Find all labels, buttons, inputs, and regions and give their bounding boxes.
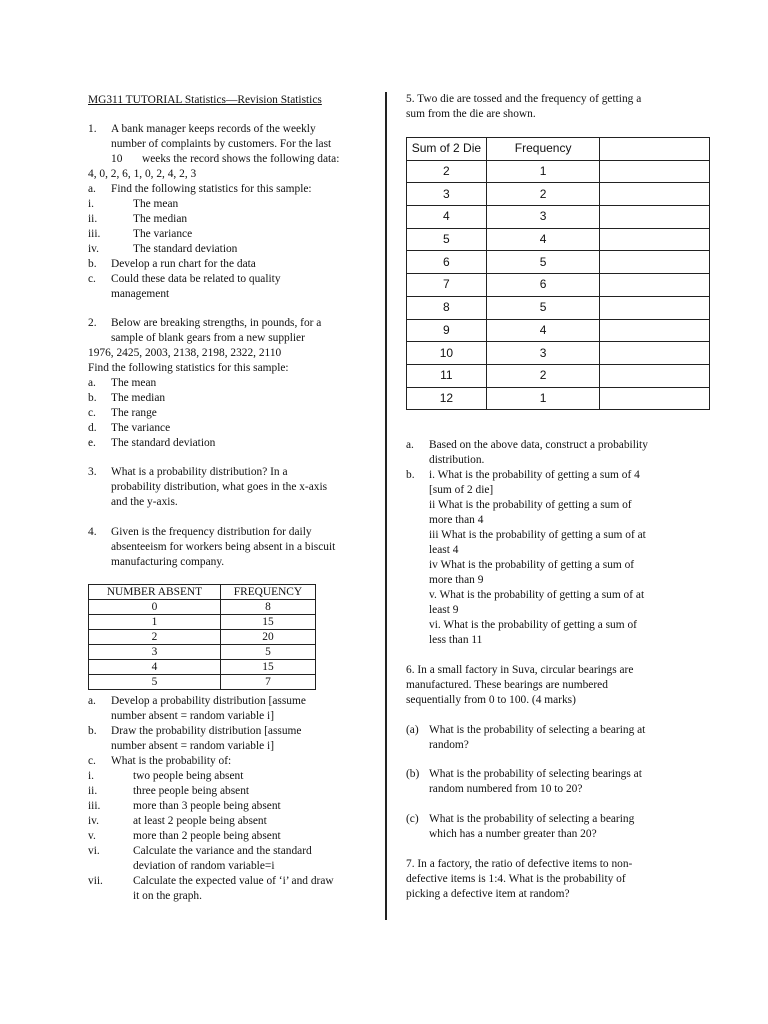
q5a-label: a.: [406, 439, 414, 451]
q4vii-label: vii.: [88, 875, 103, 887]
q1-number: 1.: [88, 123, 97, 135]
q1-text-line: 10: [111, 153, 123, 165]
q5b-line: more than 9: [429, 574, 484, 586]
q1a-label: a.: [88, 183, 96, 195]
q1-sub-label: ii.: [88, 213, 98, 225]
q7-text-line: 7. In a factory, the ratio of defective items to non-: [406, 858, 633, 870]
q3-number: 3.: [88, 466, 97, 478]
q4b-label: b.: [88, 725, 97, 737]
q4a-text: Develop a probability distribution [assume: [111, 695, 306, 707]
table-cell: 3: [89, 645, 221, 660]
table-cell: 4: [486, 319, 600, 342]
table-cell-empty: [600, 319, 710, 342]
q4-sub-label: ii.: [88, 785, 98, 797]
table-cell: 11: [407, 364, 487, 387]
q4-sub-label: iii.: [88, 800, 101, 812]
q7-text-line: picking a defective item at random?: [406, 888, 570, 900]
q5b-line: [sum of 2 die]: [429, 484, 494, 496]
table-cell: 4: [486, 228, 600, 251]
table-cell-empty: [600, 342, 710, 365]
q1c-text: Could these data be related to quality: [111, 273, 281, 285]
table-cell: 4: [407, 206, 487, 229]
table-cell: 2: [407, 160, 487, 183]
q4-sub-label: v.: [88, 830, 96, 842]
q1b-label: b.: [88, 258, 97, 270]
q5b-line: least 9: [429, 604, 459, 616]
q5a-text: Based on the above data, construct a probability: [429, 439, 648, 451]
q4b-text: number absent = random variable i]: [111, 740, 274, 752]
q6-text-line: 6. In a small factory in Suva, circular bearings are: [406, 664, 634, 676]
q6b-label: (b): [406, 768, 420, 780]
table-header: NUMBER ABSENT: [89, 585, 221, 600]
table-cell: 15: [220, 615, 315, 630]
q1-data: 4, 0, 2, 6, 1, 0, 2, 4, 2, 3: [88, 168, 197, 180]
table-cell-empty: [600, 387, 710, 410]
q5a-text: distribution.: [429, 454, 485, 466]
q4vi-label: vi.: [88, 845, 100, 857]
table-header: Sum of 2 Die: [407, 138, 487, 161]
table-cell: 1: [486, 387, 600, 410]
q1-sub-text: The mean: [133, 198, 179, 210]
table-cell: 5: [89, 675, 221, 690]
table-row: [407, 342, 710, 365]
table-cell-empty: [600, 274, 710, 297]
q4vii-text: Calculate the expected value of ‘i’ and draw: [133, 875, 334, 887]
q4-sub-text: two people being absent: [133, 770, 244, 782]
q1-sub-label: iii.: [88, 228, 101, 240]
q6c-label: (c): [406, 813, 419, 825]
q5b-line: iv What is the probability of getting a sum of: [429, 559, 635, 571]
column-divider: [385, 92, 387, 920]
q4b-text: Draw the probability distribution [assume: [111, 725, 302, 737]
q4-sub-label: i.: [88, 770, 95, 782]
table-cell: 5: [486, 296, 600, 319]
q3-text-line: and the y-axis.: [111, 496, 178, 508]
q4-number: 4.: [88, 526, 97, 538]
q4-sub-text: at least 2 people being absent: [133, 815, 267, 827]
table-cell: 12: [407, 387, 487, 410]
q4-text-line: Given is the frequency distribution for daily: [111, 526, 312, 538]
q4vii-text: it on the graph.: [133, 890, 202, 902]
q1-sub-label: i.: [88, 198, 95, 210]
table-cell: 20: [220, 630, 315, 645]
q4vi-text: deviation of random variable=i: [133, 860, 275, 872]
table-row: [407, 183, 710, 206]
table-cell: 8: [220, 600, 315, 615]
table-row: [89, 630, 316, 645]
table-cell: 5: [486, 251, 600, 274]
q1-sub-label: iv.: [88, 243, 99, 255]
table-cell: 3: [407, 183, 487, 206]
table-row: [407, 160, 710, 183]
q6-text-line: manufactured. These bearings are numbered: [406, 679, 608, 691]
page-title: MG311 TUTORIAL Statistics—Revision Statistics: [88, 94, 322, 106]
table-header: Frequency: [486, 138, 600, 161]
q4-text-line: manufacturing company.: [111, 556, 225, 568]
q5b-line: more than 4: [429, 514, 484, 526]
table-cell: 15: [220, 660, 315, 675]
q1c-text: management: [111, 288, 170, 300]
table-row: [89, 600, 316, 615]
table-cell: 5: [407, 228, 487, 251]
table-cell: 4: [89, 660, 221, 675]
table-cell: 7: [407, 274, 487, 297]
q5b-line: vi. What is the probability of getting a sum of: [429, 619, 637, 631]
q4-text-line: absenteeism for workers being absent in a biscuit: [111, 541, 336, 553]
q3-text-line: probability distribution, what goes in the x-axis: [111, 481, 328, 493]
q4-sub-text: three people being absent: [133, 785, 250, 797]
table-row: [89, 615, 316, 630]
q2-item-label: d.: [88, 422, 97, 434]
q5b-line: less than 11: [429, 634, 483, 646]
q4vi-text: Calculate the variance and the standard: [133, 845, 312, 857]
q2-item-text: The mean: [111, 377, 157, 389]
q6-text-line: sequentially from 0 to 100. (4 marks): [406, 694, 576, 706]
q5b-line: ii What is the probability of getting a sum of: [429, 499, 632, 511]
q6c-text: What is the probability of selecting a bearing: [429, 813, 635, 825]
q4-sub-text: more than 2 people being absent: [133, 830, 281, 842]
q4-sub-text: more than 3 people being absent: [133, 800, 281, 812]
table-cell: 9: [407, 319, 487, 342]
q4c-label: c.: [88, 755, 96, 767]
table-row: [407, 251, 710, 274]
table-cell-empty: [600, 160, 710, 183]
q4a-text: number absent = random variable i]: [111, 710, 274, 722]
table-cell: 1: [89, 615, 221, 630]
q6a-text: random?: [429, 739, 469, 751]
dice-sum-table: [406, 137, 710, 410]
table-cell: 1: [486, 160, 600, 183]
q6a-label: (a): [406, 724, 419, 736]
q5b-line: v. What is the probability of getting a sum of at: [429, 589, 645, 601]
table-header: FREQUENCY: [220, 585, 315, 600]
table-header: [600, 138, 710, 161]
table-cell: 8: [407, 296, 487, 319]
table-cell: 2: [486, 364, 600, 387]
q4a-label: a.: [88, 695, 96, 707]
table-cell: 6: [407, 251, 487, 274]
q2-item-text: The median: [111, 392, 166, 404]
table-cell-empty: [600, 183, 710, 206]
q1-sub-text: The median: [133, 213, 188, 225]
q5-text-line: 5. Two die are tossed and the frequency of getting a: [406, 93, 642, 105]
table-cell: 2: [486, 183, 600, 206]
table-row: [407, 228, 710, 251]
table-cell: 3: [486, 342, 600, 365]
table-row: [407, 296, 710, 319]
q1-sub-text: The variance: [133, 228, 193, 240]
q5b-line: i. What is the probability of getting a sum of 4: [429, 469, 640, 481]
q4-sub-label: iv.: [88, 815, 99, 827]
q5b-line: least 4: [429, 544, 459, 556]
q1-text-line: number of complaints by customers. For the last: [111, 138, 332, 150]
q5-text-line: sum from the die are shown.: [406, 108, 536, 120]
table-row: [407, 206, 710, 229]
q1-sub-text: The standard deviation: [133, 243, 238, 255]
q1b-text: Develop a run chart for the data: [111, 258, 256, 270]
table-row: [407, 319, 710, 342]
table-row: [407, 274, 710, 297]
table-cell-empty: [600, 364, 710, 387]
q2-text-line: sample of blank gears from a new supplier: [111, 332, 305, 344]
table-row: [407, 364, 710, 387]
absenteeism-table: [88, 584, 316, 690]
q2-data: 1976, 2425, 2003, 2138, 2198, 2322, 2110: [88, 347, 282, 359]
q6b-text: What is the probability of selecting bearings at: [429, 768, 642, 780]
q2-item-label: c.: [88, 407, 96, 419]
q1a-text: Find the following statistics for this sample:: [111, 183, 312, 195]
table-cell: 3: [486, 206, 600, 229]
q1-text-line: A bank manager keeps records of the weekly: [111, 123, 316, 135]
q6c-text: which has a number greater than 20?: [429, 828, 597, 840]
q2-number: 2.: [88, 317, 97, 329]
table-cell: 6: [486, 274, 600, 297]
table-cell-empty: [600, 251, 710, 274]
q2-find: Find the following statistics for this sample:: [88, 362, 289, 374]
table-cell-empty: [600, 296, 710, 319]
q7-text-line: defective items is 1:4. What is the probability of: [406, 873, 626, 885]
table-row: [407, 387, 710, 410]
q4c-text: What is the probability of:: [111, 755, 232, 767]
table-cell-empty: [600, 206, 710, 229]
table-cell: 5: [220, 645, 315, 660]
q2-item-text: The range: [111, 407, 157, 419]
q2-item-label: e.: [88, 437, 96, 449]
q2-item-text: The variance: [111, 422, 171, 434]
q5b-label: b.: [406, 469, 415, 481]
table-cell: 7: [220, 675, 315, 690]
q3-text-line: What is a probability distribution? In a: [111, 466, 288, 478]
q2-item-text: The standard deviation: [111, 437, 216, 449]
q1c-label: c.: [88, 273, 96, 285]
table-cell-empty: [600, 228, 710, 251]
q2-item-label: b.: [88, 392, 97, 404]
q6a-text: What is the probability of selecting a bearing at: [429, 724, 646, 736]
q1-text-line: weeks the record shows the following data:: [142, 153, 340, 165]
q2-text-line: Below are breaking strengths, in pounds, for a: [111, 317, 322, 329]
q6b-text: random numbered from 10 to 20?: [429, 783, 583, 795]
table-row: [89, 645, 316, 660]
table-row: [89, 675, 316, 690]
q5b-line: iii What is the probability of getting a sum of at: [429, 529, 646, 541]
q2-item-label: a.: [88, 377, 96, 389]
table-cell: 10: [407, 342, 487, 365]
table-cell: 2: [89, 630, 221, 645]
table-cell: 0: [89, 600, 221, 615]
table-row: [89, 660, 316, 675]
